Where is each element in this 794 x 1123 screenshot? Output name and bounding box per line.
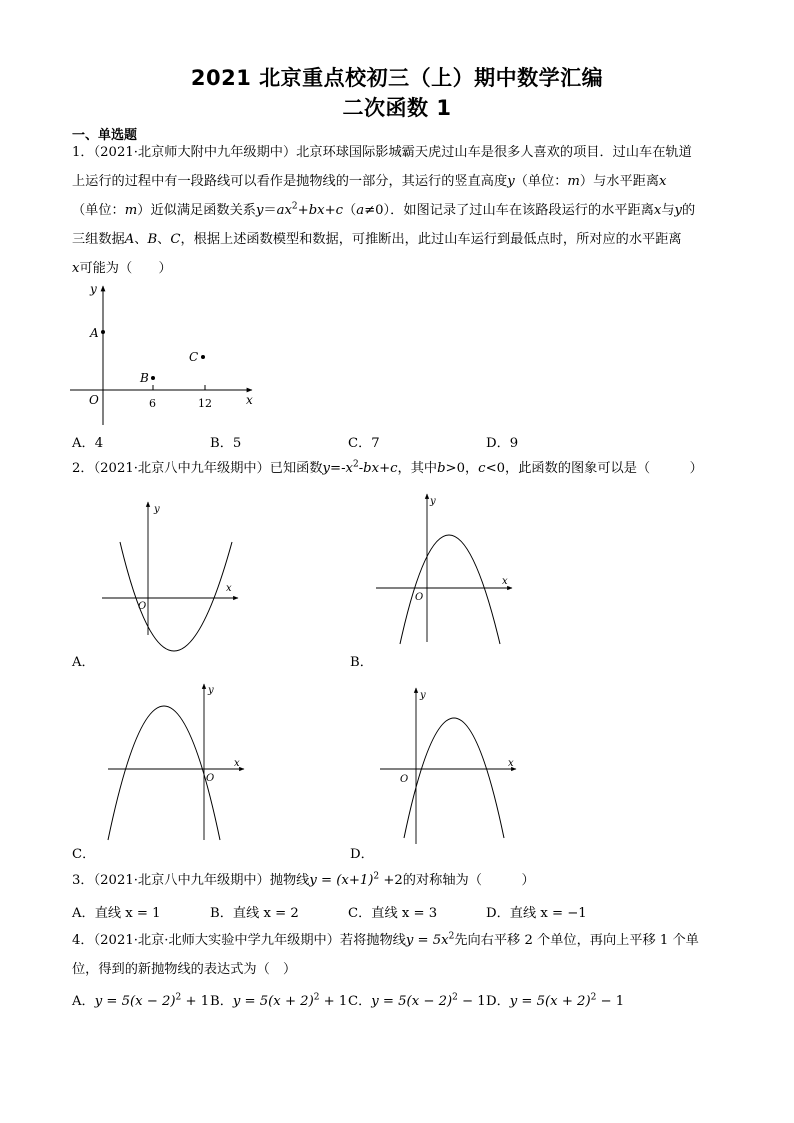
q3-option-b[interactable]: B．直线 x = 2	[210, 906, 299, 921]
q2-d-curve	[404, 718, 504, 838]
q2-label-d[interactable]: D．	[350, 847, 374, 862]
q1-option-a[interactable]: A．4	[72, 436, 104, 451]
q4-option-a[interactable]: A．$y = 5(x - 2)^2 + 1$	[72, 992, 210, 1009]
q2-label-a[interactable]: A．	[72, 655, 95, 670]
q2-label-b[interactable]: B．	[350, 655, 373, 670]
q2-d-y-label: y	[420, 690, 426, 701]
q1-line-1: 1．（2021·北京师大附中九年级期中）北京环球国际影城霸天虎过山车是很多人喜欢的项目．过山车在轨道	[72, 145, 692, 160]
q2-a-origin: O	[138, 601, 147, 612]
q2-d-x-label: x	[508, 758, 514, 769]
q2-a-curve	[120, 542, 232, 651]
q1-line-5: x可能为（ ）	[72, 261, 172, 276]
q1-figure	[68, 280, 268, 425]
q1-option-b[interactable]: B．5	[210, 436, 242, 451]
page-subtitle: 二次函数 1	[342, 96, 452, 120]
q1-point-b	[151, 376, 155, 380]
q2-b-curve	[400, 535, 500, 644]
q1-label-c: C	[189, 350, 199, 364]
q2-label-c[interactable]: C．	[72, 847, 96, 862]
q2-graph-b	[372, 492, 522, 652]
q2-b-y-label: y	[430, 496, 436, 507]
question-3: 3．（2021·北京八中九年级期中）抛物线$y = (x+1)^2 +2$的对称轴为（ ）	[72, 871, 535, 888]
q2-c-y-label: y	[208, 685, 214, 696]
q1-origin-label: O	[89, 393, 99, 407]
q2-c-x-label: x	[234, 758, 240, 769]
q2-c-curve	[108, 706, 220, 840]
q1-tick-12: 12	[198, 397, 212, 410]
question-4: 4．（2021·北京·北师大实验中学九年级期中）若将抛物线$y = 5x^2$先向右平移 2 个单位，再向上平移 1 个单 位，得到的新抛物线的表达式为（ ）	[72, 931, 699, 977]
q1-options	[72, 432, 732, 452]
q1-label-b: B	[140, 371, 149, 385]
question-2: 2．（2021·北京八中九年级期中）已知函数$y=-x^2-bx+c$，其中b>0，c<0，此函数的图象可以是（ ）	[72, 459, 703, 476]
q4-option-b[interactable]: B．$y = 5(x + 2)^2 + 1$	[210, 992, 348, 1009]
q3-option-d[interactable]: D．直线 x = −1	[486, 906, 587, 921]
q2-d-origin: O	[400, 774, 409, 785]
q1-axis-y-label: y	[90, 282, 97, 296]
q2-b-origin: O	[415, 592, 424, 603]
q1-point-a	[101, 330, 105, 334]
q1-tick-6: 6	[149, 397, 156, 410]
section-heading: 一、单选题	[72, 128, 138, 143]
q1-line-3: （单位：m）近似满足函数关系$y=ax^2+bx+c(a\ne 0)$．如图记录了过山车在该路段运行的水平距离x与y的	[72, 201, 696, 218]
q1-line-2: 上运行的过程中有一段路线可以看作是抛物线的一部分，其运行的竖直高度y（单位：m）与水平距离x	[72, 174, 667, 189]
q4-options	[72, 990, 732, 1010]
q2-graph-a	[98, 500, 248, 660]
q3-option-a[interactable]: A．直线 x = 1	[72, 906, 161, 921]
q1-line-4: 三组数据A、B、C，根据上述函数模型和数据，可推断出，此过山车运行到最低点时，所对应的水平距离	[72, 232, 682, 247]
q1-option-c[interactable]: C．7	[348, 436, 380, 451]
q3-options	[72, 902, 732, 922]
q2-graph-c	[104, 682, 254, 842]
q1-axis-x-label: x	[246, 393, 253, 407]
q1-label-a: A	[90, 326, 99, 340]
q2-b-x-label: x	[502, 576, 508, 587]
q1-point-c	[201, 355, 205, 359]
page-title: 2021 北京重点校初三（上）期中数学汇编	[190, 66, 604, 90]
question-1	[72, 138, 732, 283]
q4-option-c[interactable]: C．$y = 5(x - 2)^2 - 1$	[348, 992, 486, 1009]
q2-c-origin: O	[206, 773, 215, 784]
q1-option-d[interactable]: D．9	[486, 436, 519, 451]
q4-option-d[interactable]: D．$y = 5(x + 2)^2 - 1$	[486, 992, 625, 1009]
q3-option-c[interactable]: C．直线 x = 3	[348, 906, 438, 921]
q2-a-y-label: y	[154, 504, 160, 515]
q2-a-x-label: x	[226, 583, 232, 594]
q2-graph-d	[376, 686, 526, 846]
q3-formula: y = (x+1)	[309, 873, 374, 888]
